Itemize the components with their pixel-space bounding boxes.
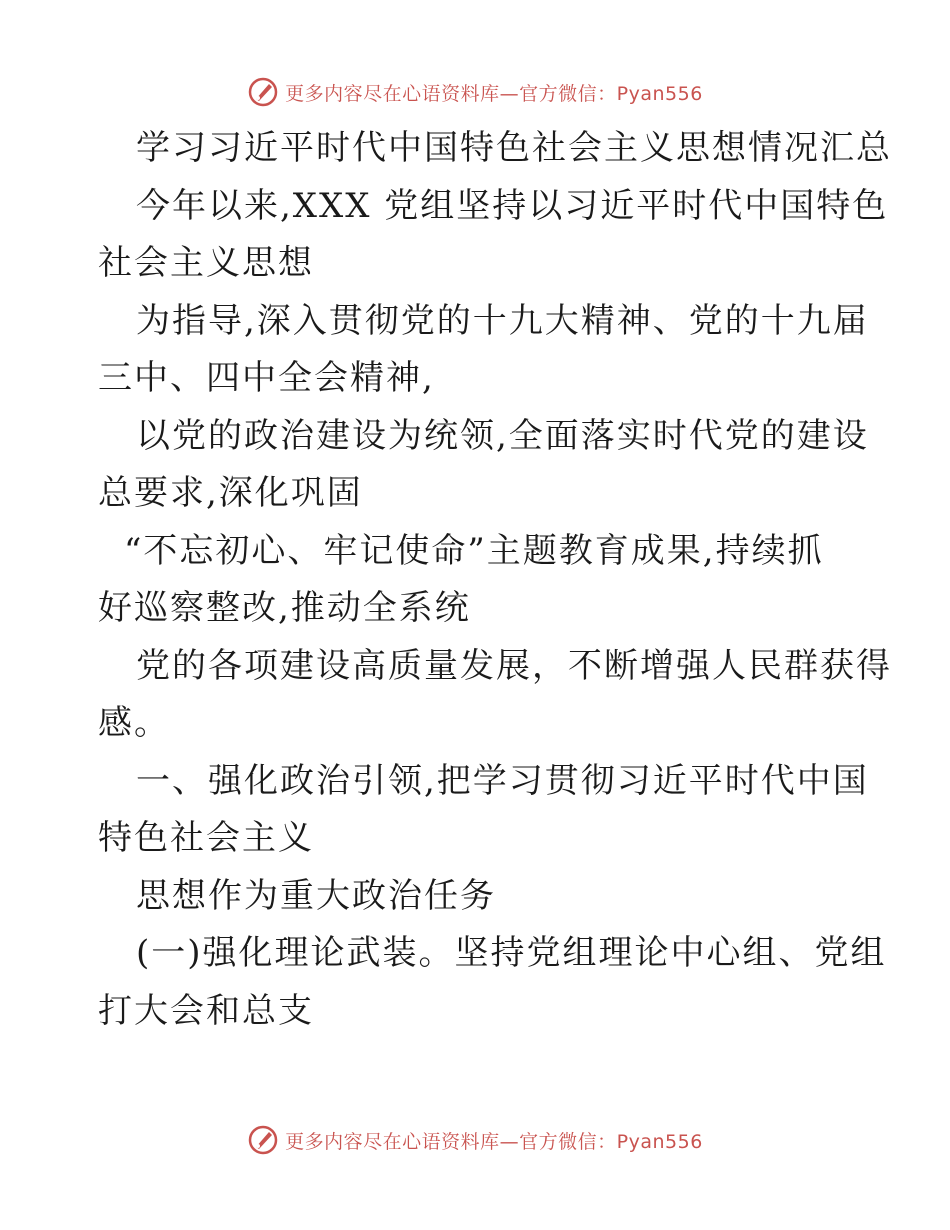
watermark-text: 更多内容尽在心语资料库—官方微信：Pyan556: [285, 1130, 703, 1153]
section-heading-continuation: 思想作为重大政治任务: [136, 875, 496, 916]
section-heading-continuation: 特色社会主义: [98, 818, 314, 858]
text-line: “不忘初心、牢记使命”主题教育成果,持续抓: [124, 530, 824, 571]
section-heading: 一、强化政治引领,把学习贯彻习近平时代中国: [136, 760, 869, 801]
text-line: 好巡察整改,推动全系统: [98, 588, 471, 628]
quill-pen-icon: [247, 1124, 279, 1156]
text-line: 社会主义思想: [98, 243, 314, 283]
document-title: 学习习近平时代中国特色社会主义思想情况汇总: [136, 128, 892, 168]
watermark-text: 更多内容尽在心语资料库—官方微信：Pyan556: [285, 82, 703, 105]
footer-watermark: [0, 1120, 950, 1160]
header-watermark: [0, 72, 950, 112]
text-line: 三中、四中全会精神,: [98, 358, 435, 398]
quill-pen-icon: [247, 76, 279, 108]
text-line: 为指导,深入贯彻党的十九大精神、党的十九届: [136, 300, 869, 341]
text-line: 今年以来,XXX 党组坚持以习近平时代中国特色: [136, 185, 889, 226]
text-line: 打大会和总支: [98, 990, 314, 1031]
subsection-line: (一)强化理论武装。坚持党组理论中心组、党组: [136, 933, 887, 973]
text-line: 感。: [98, 703, 170, 743]
document-body: [98, 120, 892, 1040]
text-line: 以党的政治建设为统领,全面落实时代党的建设: [136, 415, 869, 456]
text-line: 总要求,深化巩固: [98, 473, 363, 513]
text-line: 党的各项建设高质量发展，不断增强人民群获得: [136, 645, 892, 686]
